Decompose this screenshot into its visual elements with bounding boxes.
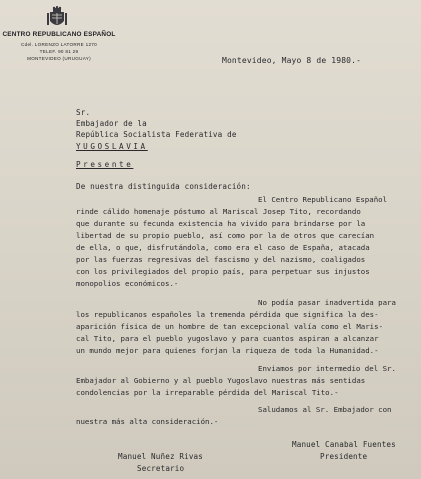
recipient-title-line2: República Socialista Federativa de xyxy=(76,130,237,139)
recipient-country: YUGOSLAVIA xyxy=(76,142,148,151)
paragraph-line: condolencias por la irreparable pérdida del Mariscal Tito.- xyxy=(76,388,339,397)
letterhead-address: Cdel. LORENZO LATORRE 1270 xyxy=(20,42,98,47)
signature-secretary-title: Secretario xyxy=(137,464,185,473)
paragraph-line: libertad de su propio pueblo, así como por la de otros que carecían xyxy=(76,231,375,240)
paragraph-line: rinde cálido homenaje póstumo al Mariscal Josep Tito, recordando xyxy=(76,207,361,216)
paragraph-3 xyxy=(76,363,406,399)
paragraph-line: con los privilegiados del propio país, para perpetuar sus injustos xyxy=(76,267,370,276)
recipient-salutation: Sr. xyxy=(76,108,91,117)
recipient-title-line1: Embajador de la xyxy=(76,119,147,128)
paragraph-line: un mundo mejor para quienes forjan la riqueza de toda la Humanidad.- xyxy=(76,346,379,355)
paragraph-line: Saludamos al Sr. Embajador con xyxy=(258,405,392,414)
letterhead-phone: TELEF. 90 81 29 xyxy=(39,49,79,54)
paragraph-line: que durante su fecunda existencia ha vivido para brindarse por la xyxy=(76,219,366,228)
paragraph-line: aparición física de un hombre de tan excepcional valía como el Maris- xyxy=(76,322,384,331)
paragraph-2 xyxy=(76,297,406,357)
paragraph-1 xyxy=(76,194,406,290)
signature-president-name: Manuel Canabal Fuentes xyxy=(292,440,396,449)
paragraph-4 xyxy=(76,404,406,428)
letter-date: Montevideo, Mayo 8 de 1980.- xyxy=(222,56,362,65)
letterhead-city: MONTEVIDEO (URUGUAY) xyxy=(27,56,91,61)
paragraph-line: nuestra más alta consideración.- xyxy=(76,417,219,426)
paragraph-line: por las fuerzas regresivas del fascismo y del nazismo, coaligados xyxy=(76,255,366,264)
coat-of-arms-icon xyxy=(46,6,68,30)
recipient-presente: Presente xyxy=(76,160,134,169)
paragraph-line: El Centro Republicano Español xyxy=(258,195,388,204)
paragraph-line: Enviamos por intermedio del Sr. xyxy=(258,364,396,373)
paragraph-line: los republicanos españoles la tremenda pérdida que significa la des- xyxy=(76,310,379,319)
paragraph-line: Embajador al Gobierno y al pueblo Yugoslavo nuestras más sentidas xyxy=(76,376,366,385)
signature-secretary-name: Manuel Nuñez Rivas xyxy=(118,452,203,461)
paragraph-line: cal Tito, para el pueblo yugoslavo y para cuantos aspiran a alcanzar xyxy=(76,334,379,343)
paragraph-line: No podía pasar inadvertida para xyxy=(258,298,396,307)
greeting: De nuestra distinguida consideración: xyxy=(76,182,251,191)
paragraph-line: de ella, o que, disfrutándola, como era el caso de España, atacada xyxy=(76,243,370,252)
signature-president-title: Presidente xyxy=(320,452,368,461)
paragraph-line: monopolios económicos.- xyxy=(76,279,179,288)
letterhead-organization: CENTRO REPUBLICANO ESPAÑOL xyxy=(2,31,116,38)
